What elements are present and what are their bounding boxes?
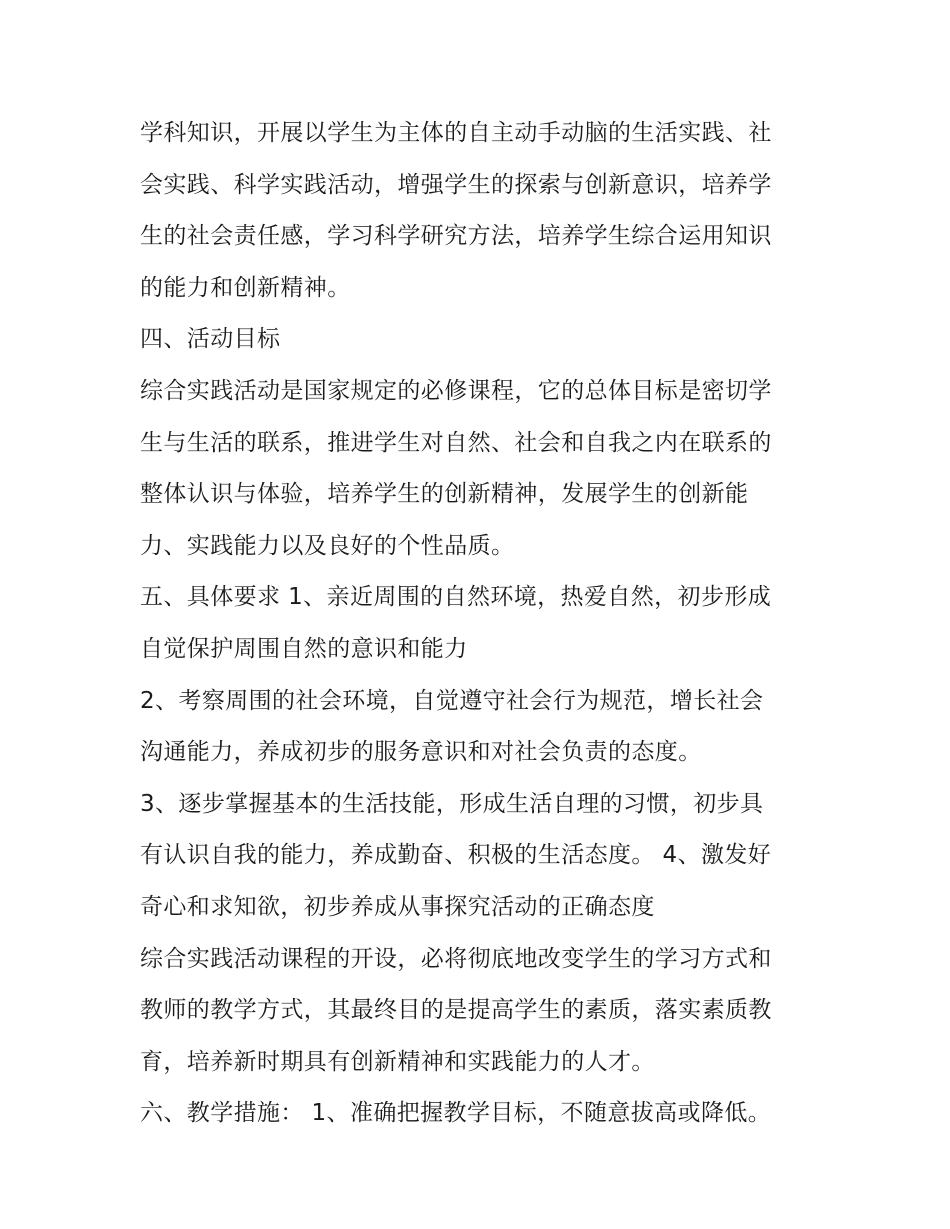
text-line: 3、逐步掌握基本的生活技能，形成生活自理的习惯，初步具 [140, 790, 764, 817]
text-line: 力、实践能力以及良好的个性品质。 [140, 532, 515, 559]
text-line: 学科知识，开展以学生为主体的自主动手动脑的生活实践、社 [140, 120, 772, 146]
text-line: 综合实践活动是国家规定的必修课程，它的总体目标是密切学 [140, 377, 772, 404]
text-line: 生的社会责任感，学习科学研究方法，培养学生综合运用知识 [140, 223, 772, 250]
text-line: 综合实践活动课程的开设，必将彻底地改变学生的学习方式和 [140, 945, 772, 972]
text-line: 育，培养新时期具有创新精神和实践能力的人才。 [140, 1048, 655, 1075]
text-line: 生与生活的联系，推进学生对自然、社会和自我之内在联系的 [140, 429, 772, 456]
text-line: 的能力和创新精神。 [140, 274, 351, 301]
text-line: 沟通能力，养成初步的服务意识和对社会负责的态度。 [140, 739, 702, 766]
section-heading: 五、具体要求 1、亲近周围的自然环境，热爱自然，初步形成 [140, 584, 772, 611]
text-line: 奇心和求知欲，初步养成从事探究活动的正确态度 [140, 893, 655, 920]
section-heading: 四、活动目标 [140, 326, 281, 353]
text-line: 自觉保护周围自然的意识和能力 [140, 635, 468, 662]
text-line: 2、考察周围的社会环境，自觉遵守社会行为规范，增长社会 [140, 687, 764, 714]
text-line: 整体认识与体验，培养学生的创新精神，发展学生的创新能 [140, 481, 749, 508]
text-line: 有认识自我的能力，养成勤奋、积极的生活态度。 4、激发好 [140, 842, 772, 869]
text-line: 教师的教学方式，其最终目的是提高学生的素质，落实素质教 [140, 997, 772, 1024]
section-heading: 六、教学措施： 1、准确把握教学目标，不随意拔高或降低。 [140, 1100, 772, 1127]
text-line: 会实践、科学实践活动，增强学生的探索与创新意识，培养学 [140, 171, 772, 198]
document-body [140, 108, 820, 1140]
